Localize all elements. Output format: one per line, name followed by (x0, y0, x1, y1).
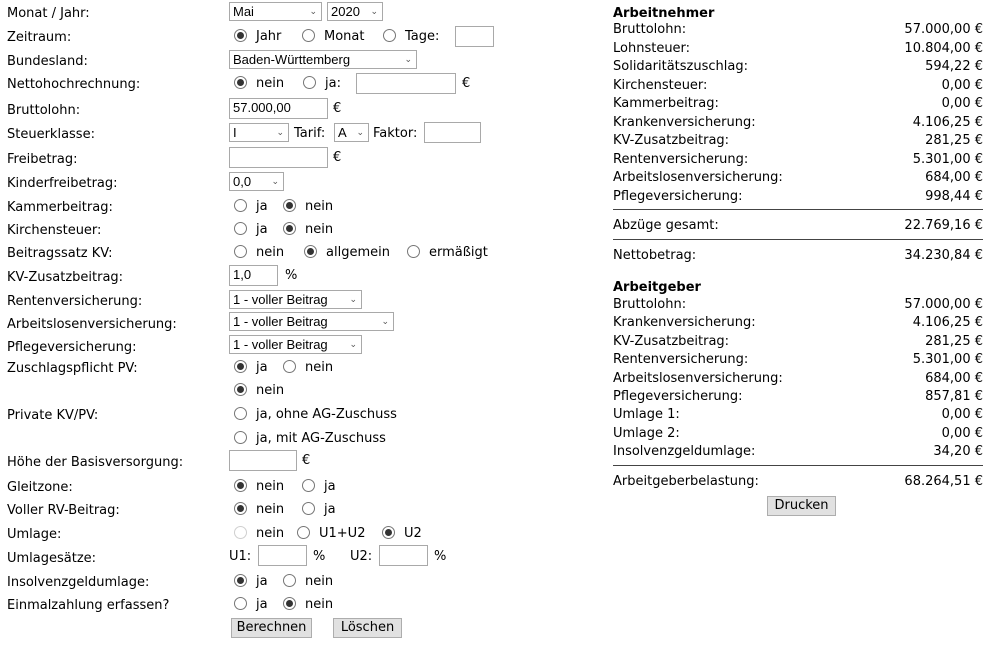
kirche-ja-label: ja (256, 222, 268, 237)
voller-rv-ja-label: ja (324, 502, 336, 517)
result-value: 4.106,25 € (912, 315, 983, 331)
result-value: 594,22 € (925, 59, 983, 74)
label-private-kv-pv: Private KV/PV: (7, 408, 99, 423)
basisversorgung-input[interactable] (229, 450, 297, 471)
result-value: 0,00 € (941, 425, 983, 441)
einmal-nein-radio[interactable] (283, 597, 296, 610)
faktor-label: Faktor: (373, 126, 418, 141)
u1-unit: % (313, 549, 326, 564)
belastung-value: 68.264,51 € (904, 474, 983, 489)
voller-rv-nein-radio[interactable] (234, 502, 247, 515)
kirche-nein-label: nein (305, 222, 334, 237)
label-kv-zusatzbeitrag: KV-Zusatzbeitrag: (7, 270, 124, 285)
private-ohne-label: ja, ohne AG-Zuschuss (256, 407, 397, 422)
u2-label: U2: (350, 549, 373, 564)
zeitraum-monat-label: Monat (324, 29, 365, 44)
result-value: 4.106,25 € (912, 114, 983, 130)
kv-nein-label: nein (256, 245, 285, 260)
result-label: Krankenversicherung: (613, 315, 756, 331)
divider (613, 239, 983, 240)
umlage-u1u2-label: U1+U2 (319, 526, 366, 541)
result-value: 857,81 € (925, 389, 983, 404)
label-freibetrag: Freibetrag: (7, 152, 78, 167)
pv-select[interactable]: 1 - voller Beitrag ⌄ (229, 335, 362, 354)
voller-rv-nein-label: nein (256, 502, 285, 517)
chevron-down-icon: ⌄ (271, 176, 279, 186)
freibetrag-input[interactable] (229, 147, 328, 168)
result-value: 5.301,00 € (912, 352, 983, 368)
result-label: Bruttolohn: (613, 297, 687, 312)
berechnen-button[interactable]: Berechnen (231, 618, 312, 638)
label-nettohochrechnung: Nettohochrechnung: (7, 77, 141, 92)
result-label: Umlage 2: (613, 425, 680, 441)
label-einmalzahlung: Einmalzahlung erfassen? (7, 598, 170, 613)
u2-unit: % (434, 549, 447, 564)
kammer-ja-label: ja (256, 199, 268, 214)
label-kinderfreibetrag: Kinderfreibetrag: (7, 176, 118, 191)
result-label: Arbeitslosenversicherung: (613, 370, 783, 386)
faktor-input[interactable] (424, 122, 481, 143)
zuschlag-ja-label: ja (256, 360, 268, 375)
alv-select[interactable]: 1 - voller Beitrag ⌄ (229, 312, 394, 331)
gleitzone-ja-label: ja (324, 479, 336, 494)
umlage-u2-label: U2 (404, 526, 422, 541)
kammer-ja-radio[interactable] (234, 199, 247, 212)
result-value: 0,00 € (941, 77, 983, 93)
result-value: 10.804,00 € (904, 40, 983, 56)
kv-allgemein-radio[interactable] (304, 245, 317, 258)
result-label: KV-Zusatzbeitrag: (613, 333, 730, 349)
private-mit-radio[interactable] (234, 431, 247, 444)
zeitraum-monat-radio[interactable] (302, 29, 315, 42)
private-mit-label: ja, mit AG-Zuschuss (256, 431, 386, 446)
result-label: Umlage 1: (613, 407, 680, 423)
bruttolohn-unit: € (333, 101, 342, 116)
abzuege-label: Abzüge gesamt: (613, 218, 719, 233)
result-label: Krankenversicherung: (613, 114, 756, 130)
result-label: KV-Zusatzbeitrag: (613, 133, 730, 148)
netto-unit: € (462, 76, 471, 91)
netto-value: 34.230,84 € (904, 248, 983, 263)
bundesland-select[interactable]: Baden-Württemberg ⌄ (229, 50, 417, 69)
divider (613, 465, 983, 466)
u1-input[interactable] (258, 545, 307, 566)
label-voller-rv: Voller RV-Beitrag: (7, 503, 120, 518)
zuschlag-nein-label: nein (305, 360, 334, 375)
insolvenz-ja-radio[interactable] (234, 574, 247, 587)
u1-label: U1: (229, 549, 252, 564)
einmal-nein-label: nein (305, 597, 334, 612)
u2-input[interactable] (379, 545, 428, 566)
chevron-down-icon: ⌄ (404, 54, 412, 64)
netto-nein-radio[interactable] (234, 76, 247, 89)
netto-ja-radio[interactable] (303, 76, 316, 89)
loeschen-button[interactable]: Löschen (333, 618, 402, 638)
umlage-u2-radio[interactable] (382, 526, 395, 539)
chevron-down-icon: ⌄ (370, 6, 378, 16)
chevron-down-icon: ⌄ (349, 339, 357, 349)
label-pflegeversicherung: Pflegeversicherung: (7, 340, 137, 355)
result-value: 684,00 € (925, 370, 983, 386)
result-label: Solidaritätszuschlag: (613, 59, 748, 74)
year-select[interactable]: 2020 ⌄ (327, 2, 383, 21)
result-value: 57.000,00 € (904, 22, 983, 37)
arbeitnehmer-title: Arbeitnehmer (613, 6, 715, 21)
result-value: 684,00 € (925, 170, 983, 185)
basisversorgung-unit: € (302, 453, 311, 468)
kv-nein-radio[interactable] (234, 245, 247, 258)
result-value: 34,20 € (933, 444, 983, 460)
chevron-down-icon: ⌄ (276, 127, 284, 137)
gleitzone-nein-label: nein (256, 479, 285, 494)
kv-ermaessigt-radio[interactable] (407, 245, 420, 258)
netto-ja-label: ja: (325, 76, 341, 91)
result-label: Rentenversicherung: (613, 352, 749, 368)
label-steuerklasse: Steuerklasse: (7, 127, 95, 142)
private-ohne-radio[interactable] (234, 407, 247, 420)
kirche-ja-radio[interactable] (234, 222, 247, 235)
result-label: Kirchensteuer: (613, 77, 708, 93)
zuschlag-nein2-radio[interactable] (234, 383, 247, 396)
umlage-nein-label: nein (256, 526, 285, 541)
label-gleitzone: Gleitzone: (7, 480, 73, 495)
result-value: 5.301,00 € (912, 151, 983, 167)
result-label: Insolvenzgeldumlage: (613, 444, 756, 460)
kv-allgemein-label: allgemein (326, 245, 390, 260)
result-value: 0,00 € (941, 96, 983, 111)
chevron-down-icon: ⌄ (356, 127, 364, 137)
label-basisversorgung: Höhe der Basisversorgung: (7, 455, 184, 470)
netto-label: Nettobetrag: (613, 248, 697, 263)
kv-zusatz-input[interactable]: 1,0 (229, 265, 278, 286)
label-bundesland: Bundesland: (7, 54, 88, 69)
gleitzone-nein-radio[interactable] (234, 479, 247, 492)
insolvenz-nein-label: nein (305, 574, 334, 589)
bruttolohn-input[interactable]: 57.000,00 (229, 98, 328, 119)
label-umlage: Umlage: (7, 527, 62, 542)
result-label: Pflegeversicherung: (613, 389, 743, 404)
chevron-down-icon: ⌄ (349, 294, 357, 304)
zeitraum-tage-label: Tage: (405, 29, 440, 44)
result-label: Arbeitslosenversicherung: (613, 170, 783, 185)
kinderfreibetrag-select[interactable]: 0,0 ⌄ (229, 172, 284, 191)
zuschlag-nein2-label: nein (256, 383, 285, 398)
belastung-label: Arbeitgeberbelastung: (613, 474, 759, 489)
label-zuschlagspflicht-pv: Zuschlagspflicht PV: (7, 361, 138, 376)
abzuege-value: 22.769,16 € (904, 218, 983, 233)
result-label: Kammerbeitrag: (613, 96, 719, 111)
kirche-nein-radio[interactable] (283, 222, 296, 235)
label-monat-jahr: Monat / Jahr: (7, 6, 90, 21)
result-value: 0,00 € (941, 407, 983, 423)
chevron-down-icon: ⌄ (381, 316, 389, 326)
zeitraum-tage-radio[interactable] (383, 29, 396, 42)
netto-input[interactable] (356, 73, 456, 94)
result-label: Rentenversicherung: (613, 151, 749, 167)
voller-rv-ja-radio[interactable] (302, 502, 315, 515)
insolvenz-nein-radio[interactable] (283, 574, 296, 587)
einmal-ja-label: ja (256, 597, 268, 612)
label-insolvenzgeldumlage: Insolvenzgeldumlage: (7, 575, 150, 590)
label-beitragssatz-kv: Beitragssatz KV: (7, 246, 113, 261)
result-value: 57.000,00 € (904, 297, 983, 312)
result-value: 998,44 € (925, 188, 983, 204)
result-label: Pflegeversicherung: (613, 188, 743, 204)
tarif-label: Tarif: (294, 126, 326, 141)
label-rentenversicherung: Rentenversicherung: (7, 294, 143, 309)
label-kammerbeitrag: Kammerbeitrag: (7, 200, 113, 215)
kv-zusatz-unit: % (285, 268, 298, 283)
chevron-down-icon: ⌄ (309, 6, 317, 16)
label-kirchensteuer: Kirchensteuer: (7, 223, 102, 238)
label-arbeitslosenversicherung: Arbeitslosenversicherung: (7, 317, 177, 332)
result-label: Bruttolohn: (613, 22, 687, 37)
result-value: 281,25 € (925, 133, 983, 148)
divider (613, 209, 983, 210)
gleitzone-ja-radio[interactable] (302, 479, 315, 492)
tage-input[interactable] (455, 26, 494, 47)
month-select[interactable]: Mai ⌄ (229, 2, 322, 21)
umlage-u1u2-radio[interactable] (297, 526, 310, 539)
kv-ermaessigt-label: ermäßigt (429, 245, 488, 260)
steuerklasse-select[interactable]: I ⌄ (229, 123, 289, 142)
label-zeitraum: Zeitraum: (7, 30, 72, 45)
tarif-select[interactable]: A ⌄ (334, 123, 369, 142)
insolvenz-ja-label: ja (256, 574, 268, 589)
freibetrag-unit: € (333, 150, 342, 165)
rv-select[interactable]: 1 - voller Beitrag ⌄ (229, 290, 362, 309)
zuschlag-nein-radio[interactable] (283, 360, 296, 373)
arbeitgeber-title: Arbeitgeber (613, 280, 701, 295)
label-bruttolohn: Bruttolohn: (7, 103, 81, 118)
result-value: 281,25 € (925, 333, 983, 349)
label-umlagesaetze: Umlagesätze: (7, 551, 97, 566)
einmal-ja-radio[interactable] (234, 597, 247, 610)
netto-nein-label: nein (256, 76, 285, 91)
kammer-nein-radio[interactable] (283, 199, 296, 212)
result-label: Lohnsteuer: (613, 40, 691, 56)
drucken-button[interactable]: Drucken (767, 496, 836, 516)
zeitraum-jahr-radio[interactable] (234, 29, 247, 42)
zeitraum-jahr-label: Jahr (256, 29, 282, 44)
kammer-nein-label: nein (305, 199, 334, 214)
zuschlag-ja-radio[interactable] (234, 360, 247, 373)
umlage-nein-radio (234, 526, 247, 539)
